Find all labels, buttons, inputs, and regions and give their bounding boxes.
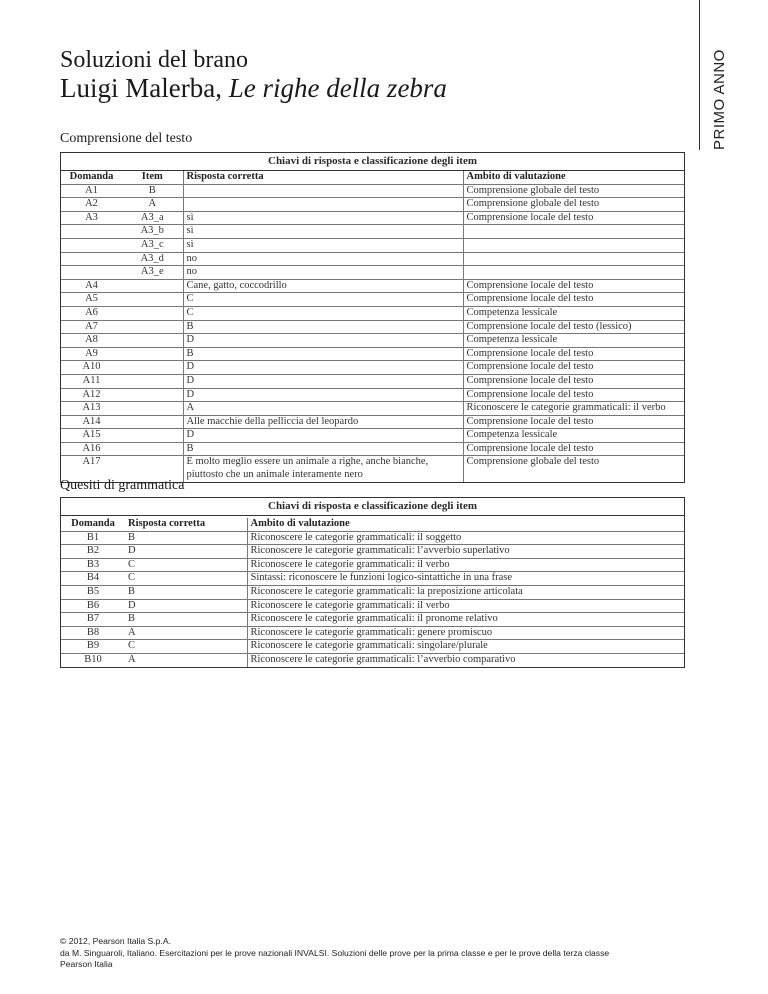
table-cell: B7 xyxy=(61,613,125,627)
table-cell: B8 xyxy=(61,626,125,640)
table-cell: no xyxy=(183,266,463,280)
table-row xyxy=(61,361,684,375)
table-cell: C xyxy=(125,558,247,572)
table-cell xyxy=(122,374,183,388)
table-cell xyxy=(122,279,183,293)
table-cell: Sintassi: riconoscere le funzioni logico-sintattiche in una frase xyxy=(247,572,684,586)
table-cell: A10 xyxy=(61,361,122,375)
table-row xyxy=(61,585,684,599)
table-cell: Riconoscere le categorie grammaticali: il pronome relativo xyxy=(247,613,684,627)
table-cell: Competenza lessicale xyxy=(463,334,684,348)
table-cell: D xyxy=(125,545,247,559)
table-cell: A xyxy=(122,198,183,212)
table-cell xyxy=(122,388,183,402)
table-cell: no xyxy=(183,252,463,266)
work-title: Le righe della zebra xyxy=(228,73,447,103)
table-cell: B xyxy=(125,531,247,545)
table-row xyxy=(61,252,684,266)
table-cell: Comprensione globale del testo xyxy=(463,456,684,482)
table-cell: C xyxy=(183,306,463,320)
col-header-ambito: Ambito di valutazione xyxy=(247,518,684,531)
table-row xyxy=(61,334,684,348)
grammatica-table xyxy=(61,518,684,667)
table-cell: D xyxy=(125,599,247,613)
table-row xyxy=(61,225,684,239)
table-cell xyxy=(61,266,122,280)
table-cell: A3_b xyxy=(122,225,183,239)
table-cell: È molto meglio essere un animale a righe, anche bianche, piuttosto che un animale interamente nero xyxy=(183,456,463,482)
table-cell: C xyxy=(125,572,247,586)
publisher: Pearson Italia xyxy=(60,959,113,969)
table-cell xyxy=(463,266,684,280)
page-title: Soluzioni del brano xyxy=(60,47,248,73)
table-cell: D xyxy=(183,374,463,388)
table-cell: Comprensione locale del testo xyxy=(463,415,684,429)
table-cell xyxy=(122,320,183,334)
table-cell: Comprensione locale del testo xyxy=(463,211,684,225)
table-row xyxy=(61,558,684,572)
table-row xyxy=(61,599,684,613)
table-row xyxy=(61,306,684,320)
table-row xyxy=(61,388,684,402)
table-cell: Comprensione globale del testo xyxy=(463,184,684,198)
table-cell xyxy=(122,306,183,320)
table-cell: B9 xyxy=(61,640,125,654)
table-row xyxy=(61,211,684,225)
source-citation: da M. Singuaroli, Italiano. Esercitazioni per le prove nazionali INVALSI. Soluzioni delle prove per la prima classe e per le prove della terza classe xyxy=(60,947,610,958)
table-cell: Comprensione locale del testo xyxy=(463,279,684,293)
table-cell: A6 xyxy=(61,306,122,320)
table-cell: A3_c xyxy=(122,238,183,252)
table-row xyxy=(61,531,684,545)
table-cell: B3 xyxy=(61,558,125,572)
table-cell xyxy=(463,252,684,266)
table-cell: A11 xyxy=(61,374,122,388)
table-row xyxy=(61,545,684,559)
table-row xyxy=(61,572,684,586)
table-cell: Riconoscere le categorie grammaticali: l’avverbio comparativo xyxy=(247,653,684,666)
col-header-item: Item xyxy=(122,171,183,184)
table-row xyxy=(61,374,684,388)
table-cell: Comprensione locale del testo xyxy=(463,374,684,388)
table-row xyxy=(61,266,684,280)
table-cell: A7 xyxy=(61,320,122,334)
table-row xyxy=(61,279,684,293)
table-cell: A1 xyxy=(61,184,122,198)
table-cell: sì xyxy=(183,238,463,252)
table-cell: B2 xyxy=(61,545,125,559)
table-cell: Alle macchie della pelliccia del leopardo xyxy=(183,415,463,429)
table-cell xyxy=(463,225,684,239)
table-cell: A3_e xyxy=(122,266,183,280)
table-cell: Competenza lessicale xyxy=(463,306,684,320)
table-cell: C xyxy=(125,640,247,654)
table-row xyxy=(61,653,684,666)
table-cell: C xyxy=(183,293,463,307)
table-row xyxy=(61,320,684,334)
table-cell: Riconoscere le categorie grammaticali: il verbo xyxy=(247,599,684,613)
table-cell: B6 xyxy=(61,599,125,613)
table-cell: B xyxy=(122,184,183,198)
table-cell: Cane, gatto, coccodrillo xyxy=(183,279,463,293)
table-cell xyxy=(122,334,183,348)
table-row xyxy=(61,442,684,456)
table-cell xyxy=(61,238,122,252)
table-cell: B xyxy=(183,347,463,361)
table-cell: A3 xyxy=(61,211,122,225)
table-row xyxy=(61,429,684,443)
table-row xyxy=(61,198,684,212)
table-row xyxy=(61,184,684,198)
table-cell xyxy=(183,198,463,212)
table-cell xyxy=(61,225,122,239)
table-row xyxy=(61,238,684,252)
table-cell xyxy=(122,429,183,443)
table-cell: A16 xyxy=(61,442,122,456)
table-cell: A9 xyxy=(61,347,122,361)
table-caption: Chiavi di risposta e classificazione degli item xyxy=(61,153,684,171)
answer-key-table-2 xyxy=(60,497,685,668)
table-cell: A12 xyxy=(61,388,122,402)
table-header-row xyxy=(61,518,684,531)
table-row xyxy=(61,640,684,654)
table-cell xyxy=(122,361,183,375)
table-row xyxy=(61,613,684,627)
table-cell: B4 xyxy=(61,572,125,586)
table-cell xyxy=(122,347,183,361)
table-cell: Comprensione locale del testo xyxy=(463,442,684,456)
table-cell: A3_a xyxy=(122,211,183,225)
table-cell: Riconoscere le categorie grammaticali: la preposizione articolata xyxy=(247,585,684,599)
table-cell: B xyxy=(125,585,247,599)
table-row xyxy=(61,347,684,361)
section-heading-comprensione: Comprensione del testo xyxy=(60,131,193,146)
table-header-row xyxy=(61,171,684,184)
table-cell: Riconoscere le categorie grammaticali: l’avverbio superlativo xyxy=(247,545,684,559)
table-cell: B xyxy=(125,613,247,627)
table-cell xyxy=(122,293,183,307)
table-cell xyxy=(463,238,684,252)
table-cell: B1 xyxy=(61,531,125,545)
table-cell: D xyxy=(183,361,463,375)
table-cell: D xyxy=(183,429,463,443)
table-caption: Chiavi di risposta e classificazione degli item xyxy=(61,498,684,516)
table-cell: Riconoscere le categorie grammaticali: il verbo xyxy=(463,402,684,416)
table-cell: A3_d xyxy=(122,252,183,266)
table-row xyxy=(61,626,684,640)
col-header-risposta: Risposta corretta xyxy=(183,171,463,184)
table-cell: B xyxy=(183,442,463,456)
table-cell: Riconoscere le categorie grammaticali: il verbo xyxy=(247,558,684,572)
table-row xyxy=(61,402,684,416)
table-cell: Riconoscere le categorie grammaticali: genere promiscuo xyxy=(247,626,684,640)
answer-key-table-1 xyxy=(60,152,685,483)
table-cell: B5 xyxy=(61,585,125,599)
side-tab-divider xyxy=(699,0,700,150)
table-cell: Comprensione locale del testo xyxy=(463,293,684,307)
copyright: © 2012, Pearson Italia S.p.A. xyxy=(60,936,171,946)
table-cell: Riconoscere le categorie grammaticali: il soggetto xyxy=(247,531,684,545)
table-cell: A xyxy=(183,402,463,416)
table-cell: sì xyxy=(183,211,463,225)
table-cell: A14 xyxy=(61,415,122,429)
table-cell xyxy=(122,442,183,456)
table-cell: A xyxy=(128,653,136,665)
table-cell: A xyxy=(125,626,247,640)
table-cell: sì xyxy=(183,225,463,239)
page-subtitle xyxy=(60,73,447,104)
table-cell xyxy=(122,402,183,416)
table-cell: D xyxy=(183,388,463,402)
table-cell: B xyxy=(183,320,463,334)
side-label: PRIMO ANNO xyxy=(711,49,728,150)
table-cell: Comprensione locale del testo xyxy=(463,388,684,402)
table-cell: A4 xyxy=(61,279,122,293)
table-cell: Comprensione locale del testo xyxy=(463,347,684,361)
comprensione-table xyxy=(61,171,684,482)
table-cell: A17 xyxy=(82,456,101,468)
table-cell: A15 xyxy=(61,429,122,443)
table-cell: Riconoscere le categorie grammaticali: singolare/plurale xyxy=(247,640,684,654)
table-cell: Comprensione locale del testo xyxy=(463,361,684,375)
col-header-domanda: Domanda xyxy=(61,171,122,184)
table-cell: D xyxy=(183,334,463,348)
col-header-ambito: Ambito di valutazione xyxy=(463,171,684,184)
author-name: Luigi Malerba, xyxy=(60,73,222,103)
table-row xyxy=(61,415,684,429)
table-cell: A5 xyxy=(61,293,122,307)
col-header-risposta: Risposta corretta xyxy=(125,518,247,531)
col-header-domanda: Domanda xyxy=(61,518,125,531)
table-cell: A8 xyxy=(61,334,122,348)
table-row xyxy=(61,293,684,307)
table-cell: A2 xyxy=(61,198,122,212)
section-heading-grammatica: Quesiti di grammatica xyxy=(60,478,185,493)
table-cell: B10 xyxy=(84,653,102,665)
table-cell xyxy=(61,252,122,266)
table-cell: Comprensione locale del testo (lessico) xyxy=(463,320,684,334)
table-cell xyxy=(122,415,183,429)
table-cell: A13 xyxy=(61,402,122,416)
footer xyxy=(60,936,609,971)
table-cell: Competenza lessicale xyxy=(463,429,684,443)
table-cell xyxy=(183,184,463,198)
table-cell: Comprensione globale del testo xyxy=(463,198,684,212)
